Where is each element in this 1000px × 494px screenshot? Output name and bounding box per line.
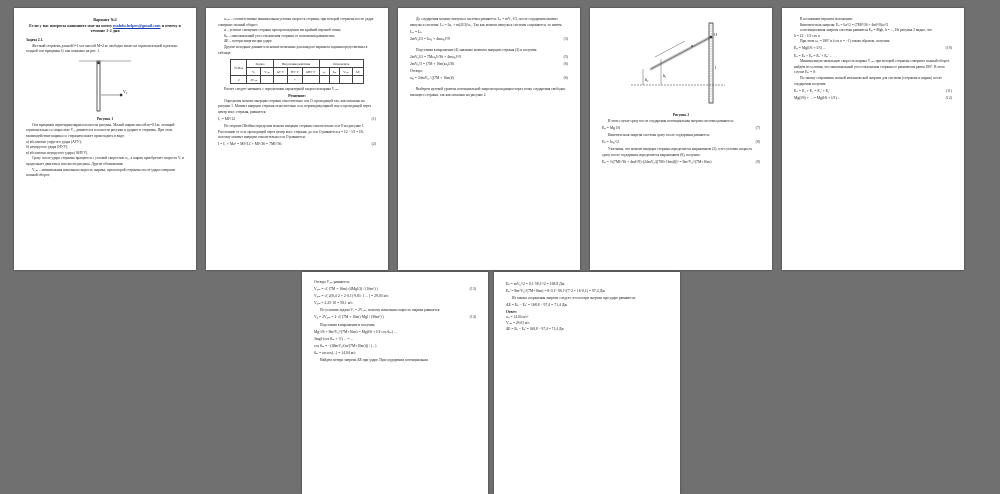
body-paragraph-1: Оси вращения перпендикулярна плоскости рисунка. Малый шарик массой m=0,1кг, летящий горизонтально со скоростью V₀, движется в плоскости рисунка и ударяет в стержень. При этом взаимодействие шарика со стержнем может происходить в виде: — [26, 122, 175, 138]
zero-level-paragraph: Выберем нулевой уровень потенциальной энергии проходящим через точку соударения свободно висящего стержня, так как показано на рисунке 2. — [410, 87, 566, 97]
table-cell: V₀ₘ — [261, 68, 273, 76]
svg-text:α: α — [691, 43, 694, 48]
contact-line: Если у вас вопросы напишите мне на почту mahdu.helper@gmail.com и отвечу в течение 1-2 дня — [29, 23, 181, 33]
table-header-interaction: Вид взаимодействия — [273, 60, 319, 68]
equation-10: Eₚ = Mg(l/6 + l/3) ... (10) — [794, 46, 952, 51]
height-equation: h = l/2 − l/3·cos α — [794, 33, 820, 38]
equation-13-numeric: V₀ₘ = √( 2(0,4·2 + 2·0,1)·9,81·1 ... ) = 29,03 м/с — [314, 294, 389, 299]
variant-table — [230, 59, 363, 84]
equation-11: Eₙ = E₁ + E₂ = E₁' + E₂' (11) — [794, 88, 952, 93]
table-intro: Другие исходные данные и искомые величины для каждого варианта задания представлены в таблице: — [218, 44, 368, 55]
equation-16: 3mgl·(cos θₘ + ½) ... = ... — [314, 336, 354, 341]
table-header-variant: № Вар — [231, 60, 247, 76]
table-cell: V₀ — [247, 68, 261, 76]
equation-3: 2mV₀l/3 = Iω₀ + 4mω₀l²/9 (3) — [410, 36, 568, 41]
initial-speed-paragraph: По условию задачи V₀ = 2V₀ₘ, поэтому начальная скорость шарика равняется: — [320, 308, 441, 313]
equation-4: 2mV₀l/3 = 7Mω₀l²/36 + 4mω₀l²/9 (5) — [410, 54, 568, 59]
substitution-paragraph: Учитывая, что момент инерции стержня определяется выражением (2), а его угловая скорость сразу после соударения определяется выражением (6), получим: — [602, 147, 753, 157]
table-cell: θₘ — [329, 68, 339, 76]
calc-intro: Расчет следует начинать с определения характерной скорости шарика V₀ₘ. — [224, 87, 339, 92]
notation-alpha: α – угловое смещение стержня при прохождении им крайней верхней точки; — [224, 28, 342, 33]
svg-text:V₀: V₀ — [123, 88, 128, 94]
equation-14: V₀ = 2V₀ₘ = 2·√( (7M + 16m)·Mgl / (36m²) ) (14) — [314, 315, 476, 320]
equation-1: I꜀ = Ml²/12 (1) — [218, 117, 376, 122]
equation-15: Mg·l/6 + 8m²V₀²/(7M+16m) = Mg(l/6 + l/3·cos θₘ) ... — [314, 329, 397, 334]
min-speed-paragraph: Минимальную начальную скорость шарика V₀ₘ, при которой стержень совершит полный оборот, найдём из условия, что максимальный угол отклонения стержня от равновесия равен 180°. В этом случае Eₖ' = 0: — [794, 59, 950, 75]
energy-sum: Eₙ = Eₖ + Eₚ = Eₖ' + Eₚ' ... — [794, 53, 833, 58]
svg-text:h₁: h₁ — [663, 73, 667, 78]
figure-1-caption: Рисунок 1 — [96, 116, 114, 121]
table-cell — [261, 76, 273, 84]
table-cell — [319, 76, 329, 84]
upper-position-label: В положении верхнем положении: — [800, 17, 853, 21]
substitute-get: Подставим в выражение и получим: — [320, 322, 376, 327]
table-cell: ω₀ — [319, 68, 329, 76]
list-item-a: а) абсолютно упругого удара (АУУ); — [26, 139, 82, 144]
task-heading: Задача 2.1. — [26, 38, 44, 42]
figure-2-caption: Рисунок 2 — [672, 113, 690, 117]
notation-theta: θₘ – максимальный угол отклонения стержня от положения равновесия; — [224, 33, 335, 38]
equation-8: Eₖ = Iω₀²/2 (8) — [602, 140, 760, 145]
list-item-c: в) абсолютно неупругого удара (АНУУ). — [26, 150, 88, 155]
equation-2: I = I꜀ + Ma² = Ml²/12 + Ml²/36 = 7Ml²/36 (2) — [218, 142, 376, 147]
angle-paragraph: При этом ω₀ = 180° и (cos α = −1) таким образом, получим: — [800, 39, 891, 44]
equation-13-result: V₀ₘ = 2,25·10 = 58,1 м/с — [314, 301, 353, 306]
table-cell — [329, 76, 339, 84]
document-page-2 — [206, 8, 388, 270]
loss-equation: ΔE = Eₖ − Eₖ' = 168,8 − 97,4 = 71,4 Дж — [506, 302, 568, 307]
kinetic-upper: Кинетическая энергия: Eₖ = Iω²/2 = (7Ml²/36 + 4ml²/9)ω²/2 — [800, 22, 889, 27]
notation-energy: ΔE – потери энергии при ударе. — [224, 39, 273, 44]
table-cell: V₀ₘ — [340, 68, 352, 76]
equation-17: cos θₘ = −(48mV₀²(m/(7M+16m))) / (...) — [314, 343, 377, 348]
equation-7: Eₚ = Mg l/6 (7) — [602, 126, 760, 131]
hence-vom: Отсюда V₀ₘ равняется: — [314, 280, 350, 284]
steiner-paragraph: По теореме Штейна определим момент инерции стержня относительно оси O на рисунке 1. Расстояние от оси, проходящей через центр масс стержня, до оси O равняется a = l/2 − l/3 = l/6, поэтому момент инерции относительно оси O равняется: — [218, 124, 365, 140]
body-paragraph-2: Сразу после удара стержень вращается с угловой скоростью ω₀, а шарик приобретает скорость V, и продолжает двигаться плоскости рисунка. Другие обозначения: — [26, 156, 184, 166]
equation-9: Eₖ = ½(7Ml²/36 + 4ml²/9)·(24mV₀/((7M+16m)l))² = 8m²V₀²/(7M+16m) (9) — [602, 160, 760, 165]
loss-paragraph: Из закона сохранения энергии следует, что потери энергии при ударе равняются: — [512, 295, 636, 300]
document-page-6 — [302, 272, 488, 494]
notation-omega: ω₀ₘ – соответственно минимальная угловая скорость стержня, при которой стержень после удара совершит полный оборот; — [218, 17, 374, 27]
document-page-5 — [782, 8, 964, 270]
table-cell: АНУ У — [302, 68, 319, 76]
variant-title: Вариант №2 — [93, 17, 117, 22]
answer-energy: ΔE = Eₖ − Eₖ' = 168,8 − 97,4 = 71,4 Дж — [506, 326, 564, 331]
table-cell: + — [288, 76, 303, 84]
table-cell: НУ У — [288, 68, 303, 76]
document-page-1 — [14, 8, 196, 270]
kinetic-paragraph: Кинетическая энергия системы сразу после соударения равняется: — [608, 133, 710, 138]
svg-text:O: O — [714, 32, 717, 37]
list-item-b: б) неупругого удара (НУУ); — [26, 145, 69, 150]
table-cell — [273, 76, 287, 84]
substitute-paragraph: Подставим в выражение (4) значение момента инерции стержня (2) и получим: — [416, 47, 538, 52]
document-page-7 — [494, 272, 680, 494]
equation-18: θₘ = arccos(...) = 14,04 м/с — [314, 350, 356, 355]
svg-text:l: l — [715, 65, 717, 70]
potential-upper: а потенциальная энергия системы равняется Eₚ = Mgh, h = ..., Из рисунка 2 видно, что — [800, 28, 932, 33]
table-header-given: Задано — [247, 60, 273, 68]
equation-12: Mg(l/6) + ... = Mg(l/6 + l/3) ... (12) — [794, 95, 952, 100]
equation-13: V₀ₘ = √( (7M + 16m)·(4Mgl/3) / (16m²) ) (13) — [314, 287, 476, 292]
document-page-4 — [590, 8, 772, 270]
task-text: Жесткий стержень длиной l=1 м и массой M=2 кг свободно висит на горизонтальной идеально гладкой оси вращения O, как показано на рис. 1. — [26, 43, 178, 54]
table-cell: 2 — [231, 76, 247, 84]
answer-heading: Ответ: — [506, 309, 518, 314]
equation-6: ω₀ = 24mV₀ / ((7M + 16m)l) (6) — [410, 76, 568, 81]
email-link[interactable]: mahdu.helper@gmail.com — [113, 23, 161, 28]
kinetic-after: Eₖ' = 8m²V₀²/(7M+16m) = 8·0,1²·58,1²/(7·2 + 16·0,1) = 97,4 Дж — [506, 288, 605, 293]
answer-vom: V₀ₘ = 29,03 м/с — [506, 321, 530, 326]
svg-text:h₂: h₂ — [645, 77, 649, 82]
conservation-paragraph: По закону сохранения полной механической энергии для системы (стержень и шарик) после соударения получим: — [794, 75, 942, 86]
table-cell: ΔE — [352, 68, 363, 76]
rod-figure-2 — [621, 19, 741, 111]
equation-3a: Lₙ = Lₖ — [410, 29, 422, 34]
table-header-determine: Определить — [319, 60, 363, 68]
hence-label: Отсюда: — [410, 69, 423, 74]
solution-heading: Решение: — [288, 92, 306, 98]
answer-omega: ω₀ = 14,04 м/с² — [506, 315, 529, 320]
table-cell — [302, 76, 319, 84]
table-cell — [340, 76, 352, 84]
energy-loss-paragraph: Найдём потери энергии ΔE при ударе. При соударении потенциальная — [320, 358, 428, 363]
table-cell: 2V₀ₘ — [247, 76, 261, 84]
document-page-3 — [398, 8, 580, 270]
table-cell: АУ У — [273, 68, 287, 76]
momentum-paragraph: До соударения момент импульса системы равняется: Lₙ = mV₀·l/3, после соударения момент импульса системы: Lₖ = Iω₀ + m(2l/3)²ω₀. Так как момент импульса системы сохраняется, то имеем: — [410, 17, 563, 27]
table-cell — [352, 76, 363, 84]
rod-figure-1 — [75, 57, 135, 115]
inertia-paragraph: Определим момент инерции стержня относительно оси O, проходящей так, как показано на рисунке 1. Момент инерции стержня относительно оси, перпендикулярной ему и проходящей через центр масс стержня, равняется: — [218, 98, 372, 114]
potential-paragraph: В этом случае сразу после соударения потенциальная энергия системы равняется: — [608, 119, 734, 123]
kinetic-before: Eₖ = mV₀²/2 = 0,1·58,1²/2 = 168,8 Дж — [506, 281, 565, 286]
body-paragraph-3: V₀ₘ – минимальная начальная скорость шарика, при которой стержень после удара совершит полный оборот; — [26, 167, 176, 178]
equation-5: 2mV₀/3 = (7M + 16m)ω₀l/36 (6) — [410, 62, 568, 67]
